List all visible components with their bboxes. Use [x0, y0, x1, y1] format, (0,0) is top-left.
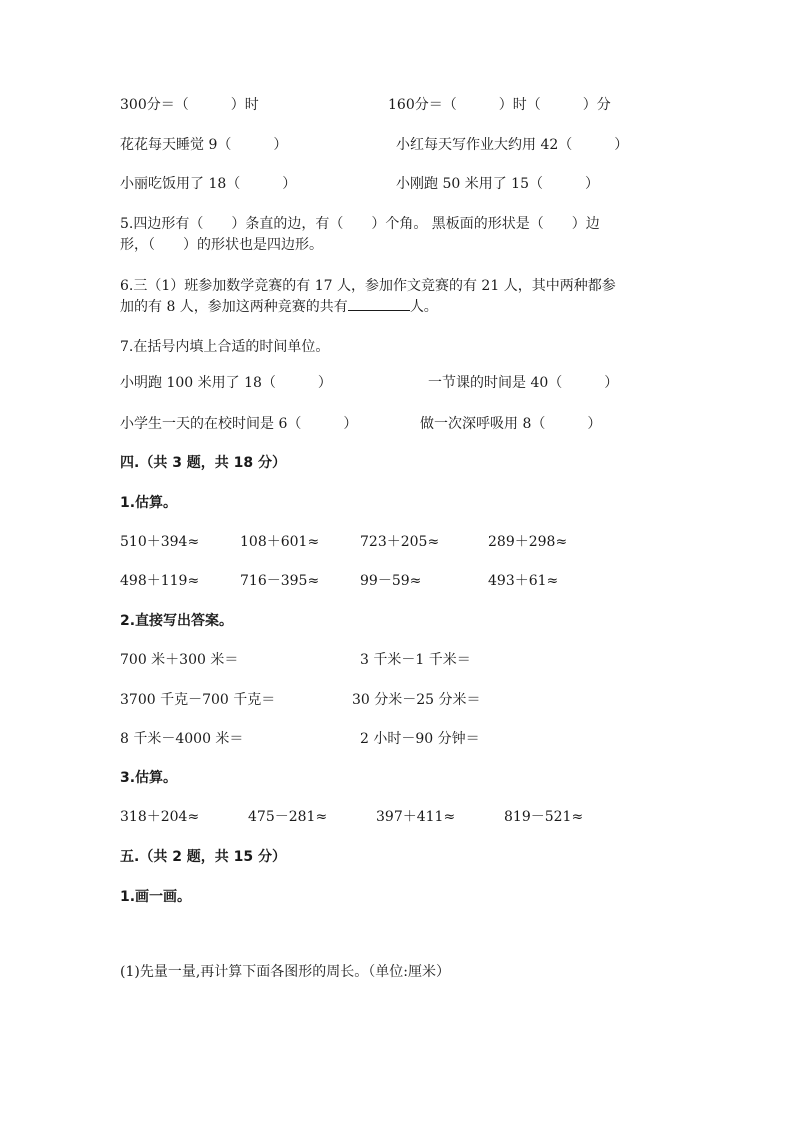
s4-p2-r3-left: 8 千米－4000 米＝	[120, 731, 244, 747]
s5-p1-sub: (1)先量一量,再计算下面各图形的周长。（单位:厘米）	[120, 964, 450, 980]
s4-p2-r1-left: 700 米＋300 米＝	[120, 652, 239, 668]
q7-row2-left: 小学生一天的在校时间是 6（ ）	[120, 416, 358, 432]
q4-row2-left: 花花每天睡觉 9（ ）	[120, 137, 288, 153]
q4-row3-left: 小丽吃饭用了 18（ ）	[120, 176, 297, 192]
q7-row1-right: 一节课的时间是 40（ ）	[428, 375, 619, 391]
q5-line2: 形，（ ）的形状也是四边形。	[120, 237, 323, 253]
q4-row2-right: 小红每天写作业大约用 42（ ）	[396, 137, 629, 153]
section4-heading: 四.（共 3 题，共 18 分）	[120, 455, 287, 471]
s4-p1-r1-c4: 289＋298≈	[488, 534, 568, 550]
s4-p3-c4: 819－521≈	[504, 809, 584, 825]
s4-p1-r2-c2: 716－395≈	[240, 573, 320, 589]
s4-p2-r1-right: 3 千米－1 千米＝	[360, 652, 471, 668]
s4-p3-c1: 318＋204≈	[120, 809, 200, 825]
s4-p3-c3: 397＋411≈	[376, 809, 456, 825]
s4-p2-r2-right: 30 分米－25 分米＝	[352, 692, 481, 708]
q6-line2-text: 加的有 8 人，参加这两种竞赛的共有	[120, 299, 348, 315]
s4-p3-title: 3.估算。	[120, 770, 178, 786]
answer-blank[interactable]	[348, 298, 410, 311]
s4-p3-c2: 475－281≈	[248, 809, 328, 825]
q7-row1-left: 小明跑 100 米用了 18（ ）	[120, 375, 332, 391]
q4-row1-right: 160分＝（ ）时（ ）分	[388, 97, 611, 113]
q6-line1: 6.三（1）班参加数学竞赛的有 17 人，参加作文竞赛的有 21 人，其中两种都参	[120, 278, 616, 294]
q4-row3-right: 小刚跑 50 米用了 15（ ）	[396, 176, 599, 192]
s4-p1-title: 1.估算。	[120, 495, 178, 511]
s4-p1-r2-c3: 99－59≈	[360, 573, 422, 589]
s4-p1-r1-c1: 510＋394≈	[120, 534, 200, 550]
section5-heading: 五.（共 2 题，共 15 分）	[120, 849, 287, 865]
q7-title: 7.在括号内填上合适的时间单位。	[120, 339, 330, 355]
q6-line2-suffix: 人。	[409, 299, 438, 315]
s4-p1-r2-c1: 498＋119≈	[120, 573, 200, 589]
s4-p1-r1-c2: 108＋601≈	[240, 534, 320, 550]
q7-row2-right: 做一次深呼吸用 8（ ）	[420, 416, 602, 432]
q4-row1-left: 300分＝（ ）时	[120, 97, 259, 113]
s4-p1-r1-c3: 723＋205≈	[360, 534, 440, 550]
s5-p1-title: 1.画一画。	[120, 889, 192, 905]
s4-p2-r2-left: 3700 千克－700 千克＝	[120, 692, 276, 708]
s4-p2-title: 2.直接写出答案。	[120, 613, 234, 629]
q6-line2	[120, 298, 438, 316]
s4-p2-r3-right: 2 小时－90 分钟＝	[360, 731, 480, 747]
s4-p1-r2-c4: 493＋61≈	[488, 573, 559, 589]
q5-line1: 5.四边形有（ ）条直的边，有（ ）个角。 黑板面的形状是（ ）边	[120, 216, 600, 232]
